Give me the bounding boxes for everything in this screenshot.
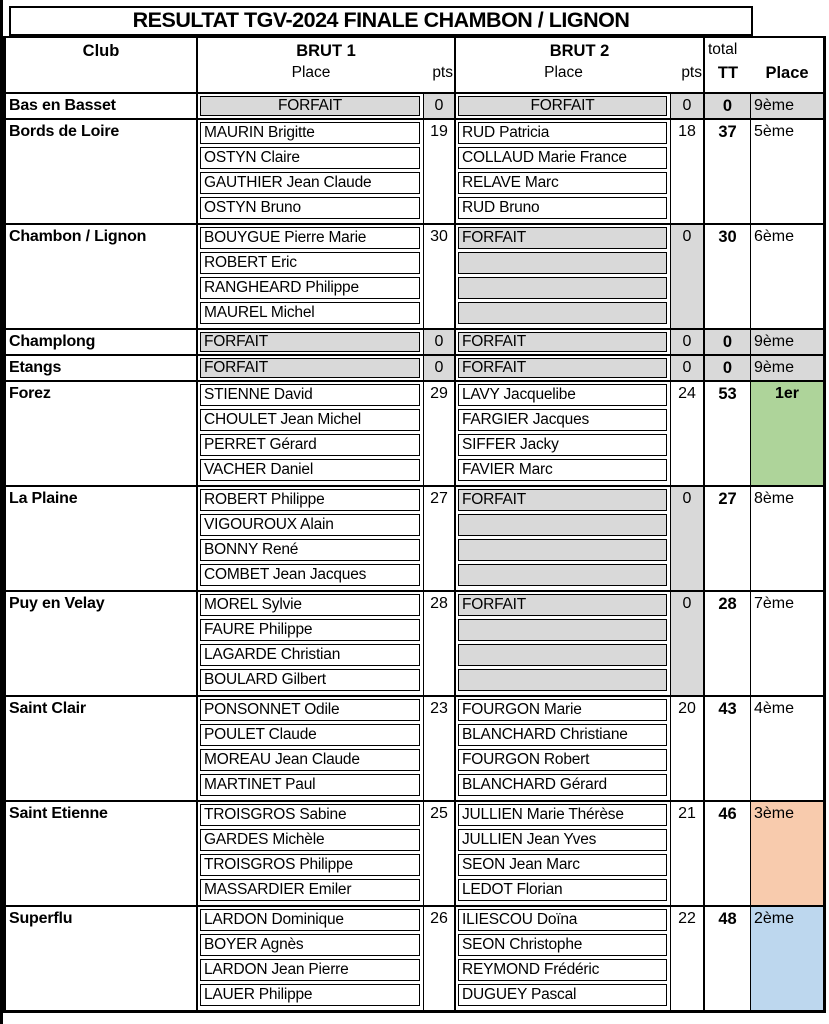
club-block [6, 800, 823, 905]
table-header [6, 38, 823, 92]
forfait-cell: FORFAIT [458, 594, 667, 616]
n1-players-column [198, 356, 424, 380]
n1-players-column [198, 382, 424, 485]
n1-players-column [198, 697, 424, 800]
col-header-total [705, 38, 823, 92]
player-cell: POULET Claude [200, 724, 420, 746]
brut2-pts: 0 [671, 94, 705, 118]
col-header-club: Club [6, 38, 198, 92]
n1-players-column [198, 802, 424, 905]
empty-cell [458, 514, 667, 536]
player-cell: MOREAU Jean Claude [200, 749, 420, 771]
player-cell: GARDES Michèle [200, 829, 420, 851]
player-cell: LAGARDE Christian [200, 644, 420, 666]
player-cell: BLANCHARD Christiane [458, 724, 667, 746]
empty-cell [458, 619, 667, 641]
n1-players-column [198, 225, 424, 328]
forfait-cell: FORFAIT [458, 227, 667, 249]
club-block [6, 590, 823, 695]
club-block [6, 223, 823, 328]
club-name: Forez [6, 382, 198, 485]
table-body [6, 92, 823, 1010]
brut2-pts: 0 [671, 356, 705, 380]
club-block [6, 354, 823, 380]
player-cell: ILIESCOU Doïna [458, 909, 667, 931]
player-cell: LARDON Jean Pierre [200, 959, 420, 981]
player-cell: VACHER Daniel [200, 459, 420, 481]
club-name: Champlong [6, 330, 198, 354]
tt-label: TT [717, 64, 739, 82]
player-cell: LAUER Philippe [200, 984, 420, 1006]
place-cell: 8ème [754, 490, 795, 507]
player-cell: DUGUEY Pascal [458, 984, 667, 1006]
n2-players-column [456, 330, 671, 354]
player-cell: RUD Patricia [458, 122, 667, 144]
player-cell: BOUYGUE Pierre Marie [200, 227, 420, 249]
player-cell: STIENNE David [200, 384, 420, 406]
n2-players-column [456, 907, 671, 1010]
brut1-pts: 23 [424, 697, 456, 800]
total-subheader [705, 64, 823, 88]
player-cell: BLANCHARD Gérard [458, 774, 667, 796]
empty-cell [458, 277, 667, 299]
player-cell: TROISGROS Philippe [200, 854, 420, 876]
brut1-pts-label: pts [432, 64, 453, 81]
forfait-cell: FORFAIT [200, 358, 420, 378]
club-block [6, 328, 823, 354]
tt-total: 0 [705, 330, 751, 354]
player-cell: SEON Jean Marc [458, 854, 667, 876]
player-cell: RANGHEARD Philippe [200, 277, 420, 299]
brut2-subheader [456, 64, 703, 88]
brut1-pts: 30 [424, 225, 456, 328]
player-cell: PONSONNET Odile [200, 699, 420, 721]
player-cell: MOREL Sylvie [200, 594, 420, 616]
n1-players-column [198, 487, 424, 590]
col-header-brut1 [198, 38, 456, 92]
club-name: Chambon / Lignon [6, 225, 198, 328]
n2-players-column [456, 225, 671, 328]
club-name: La Plaine [6, 487, 198, 590]
forfait-cell: FORFAIT [458, 96, 667, 116]
brut2-pts: 0 [671, 225, 705, 328]
brut2-pts: 21 [671, 802, 705, 905]
brut1-pts: 0 [424, 330, 456, 354]
empty-cell [458, 644, 667, 666]
club-block [6, 118, 823, 223]
place-cell: 5ème [754, 123, 795, 140]
club-block [6, 695, 823, 800]
club-name: Bords de Loire [6, 120, 198, 223]
n1-players-column [198, 330, 424, 354]
player-cell: MASSARDIER Emiler [200, 879, 420, 901]
empty-cell [458, 564, 667, 586]
player-cell: REYMOND Frédéric [458, 959, 667, 981]
brut1-pts: 0 [424, 94, 456, 118]
forfait-cell: FORFAIT [200, 332, 420, 352]
place-cell: 7ème [754, 595, 795, 612]
n1-players-column [198, 592, 424, 695]
player-cell: FAURE Philippe [200, 619, 420, 641]
brut2-pts: 0 [671, 330, 705, 354]
club-name: Saint Clair [6, 697, 198, 800]
brut2-pts: 0 [671, 592, 705, 695]
empty-cell [458, 302, 667, 324]
brut2-pts: 0 [671, 487, 705, 590]
empty-cell [458, 669, 667, 691]
player-cell: BOYER Agnès [200, 934, 420, 956]
empty-cell [458, 539, 667, 561]
player-cell: MAURIN Brigitte [200, 122, 420, 144]
n1-players-column [198, 120, 424, 223]
brut1-pts: 29 [424, 382, 456, 485]
tt-total: 46 [705, 802, 751, 905]
tt-total: 28 [705, 592, 751, 695]
brut1-label: BRUT 1 [296, 42, 356, 60]
player-cell: BOULARD Gilbert [200, 669, 420, 691]
forfait-cell: FORFAIT [200, 96, 420, 116]
brut2-pts: 18 [671, 120, 705, 223]
tt-total: 30 [705, 225, 751, 328]
player-cell: GAUTHIER Jean Claude [200, 172, 420, 194]
player-cell: SIFFER Jacky [458, 434, 667, 456]
place-cell: 9ème [751, 356, 823, 380]
player-cell: SEON Christophe [458, 934, 667, 956]
club-block [6, 380, 823, 485]
n2-players-column [456, 802, 671, 905]
player-cell: JULLIEN Jean Yves [458, 829, 667, 851]
player-cell: VIGOUROUX Alain [200, 514, 420, 536]
tt-total: 43 [705, 697, 751, 800]
place-cell: 1er [751, 382, 823, 485]
club-name: Superflu [6, 907, 198, 1010]
tt-total: 0 [705, 94, 751, 118]
player-cell: PERRET Gérard [200, 434, 420, 456]
club-name: Etangs [6, 356, 198, 380]
player-cell: LARDON Dominique [200, 909, 420, 931]
forfait-cell: FORFAIT [458, 358, 667, 378]
brut1-pts: 19 [424, 120, 456, 223]
player-cell: FOURGON Marie [458, 699, 667, 721]
player-cell: COMBET Jean Jacques [200, 564, 420, 586]
club-name: Puy en Velay [6, 592, 198, 695]
forfait-cell: FORFAIT [458, 332, 667, 352]
player-cell: MAUREL Michel [200, 302, 420, 324]
place-col-label: Place [765, 64, 809, 82]
brut1-pts: 27 [424, 487, 456, 590]
n2-players-column [456, 120, 671, 223]
empty-cell [458, 252, 667, 274]
brut1-pts: 25 [424, 802, 456, 905]
place-cell: 6ème [754, 228, 795, 245]
n1-players-column [198, 94, 424, 118]
place-cell: 4ème [754, 700, 795, 717]
player-cell: JULLIEN Marie Thérèse [458, 804, 667, 826]
n2-players-column [456, 697, 671, 800]
n2-players-column [456, 487, 671, 590]
forfait-cell: FORFAIT [458, 489, 667, 511]
brut1-pts: 26 [424, 907, 456, 1010]
n2-players-column [456, 382, 671, 485]
place-cell: 3ème [751, 802, 823, 905]
brut2-place-label: Place [544, 64, 583, 81]
player-cell: FARGIER Jacques [458, 409, 667, 431]
player-cell: OSTYN Claire [200, 147, 420, 169]
tt-total: 53 [705, 382, 751, 485]
player-cell: TROISGROS Sabine [200, 804, 420, 826]
tt-total: 48 [705, 907, 751, 1010]
player-cell: ROBERT Eric [200, 252, 420, 274]
club-name: Saint Etienne [6, 802, 198, 905]
player-cell: LAVY Jacquelibe [458, 384, 667, 406]
total-label: total [708, 41, 738, 58]
player-cell: LEDOT Florian [458, 879, 667, 901]
brut1-pts: 0 [424, 356, 456, 380]
place-cell: 2ème [751, 907, 823, 1010]
brut1-subheader [198, 64, 454, 88]
brut2-pts: 20 [671, 697, 705, 800]
brut2-pts-label: pts [681, 64, 702, 81]
club-block [6, 92, 823, 118]
n2-players-column [456, 592, 671, 695]
club-name: Bas en Basset [6, 94, 198, 118]
col-header-brut2 [456, 38, 705, 92]
place-cell: 9ème [751, 330, 823, 354]
player-cell: BONNY René [200, 539, 420, 561]
player-cell: OSTYN Bruno [200, 197, 420, 219]
player-cell: FOURGON Robert [458, 749, 667, 771]
place-cell: 9ème [751, 94, 823, 118]
tt-total: 0 [705, 356, 751, 380]
player-cell: FAVIER Marc [458, 459, 667, 481]
n2-players-column [456, 356, 671, 380]
brut2-pts: 24 [671, 382, 705, 485]
brut1-place-label: Place [291, 64, 331, 81]
player-cell: COLLAUD Marie France [458, 147, 667, 169]
brut2-label: BRUT 2 [549, 42, 610, 60]
player-cell: RELAVE Marc [458, 172, 667, 194]
club-block [6, 905, 823, 1010]
page-title: RESULTAT TGV-2024 FINALE CHAMBON / LIGNON [9, 6, 753, 36]
results-table [3, 36, 826, 1013]
tt-total: 37 [705, 120, 751, 223]
player-cell: ROBERT Philippe [200, 489, 420, 511]
player-cell: MARTINET Paul [200, 774, 420, 796]
n1-players-column [198, 907, 424, 1010]
brut2-pts: 22 [671, 907, 705, 1010]
brut1-pts: 28 [424, 592, 456, 695]
n2-players-column [456, 94, 671, 118]
club-block [6, 485, 823, 590]
player-cell: RUD Bruno [458, 197, 667, 219]
tt-total: 27 [705, 487, 751, 590]
player-cell: CHOULET Jean Michel [200, 409, 420, 431]
